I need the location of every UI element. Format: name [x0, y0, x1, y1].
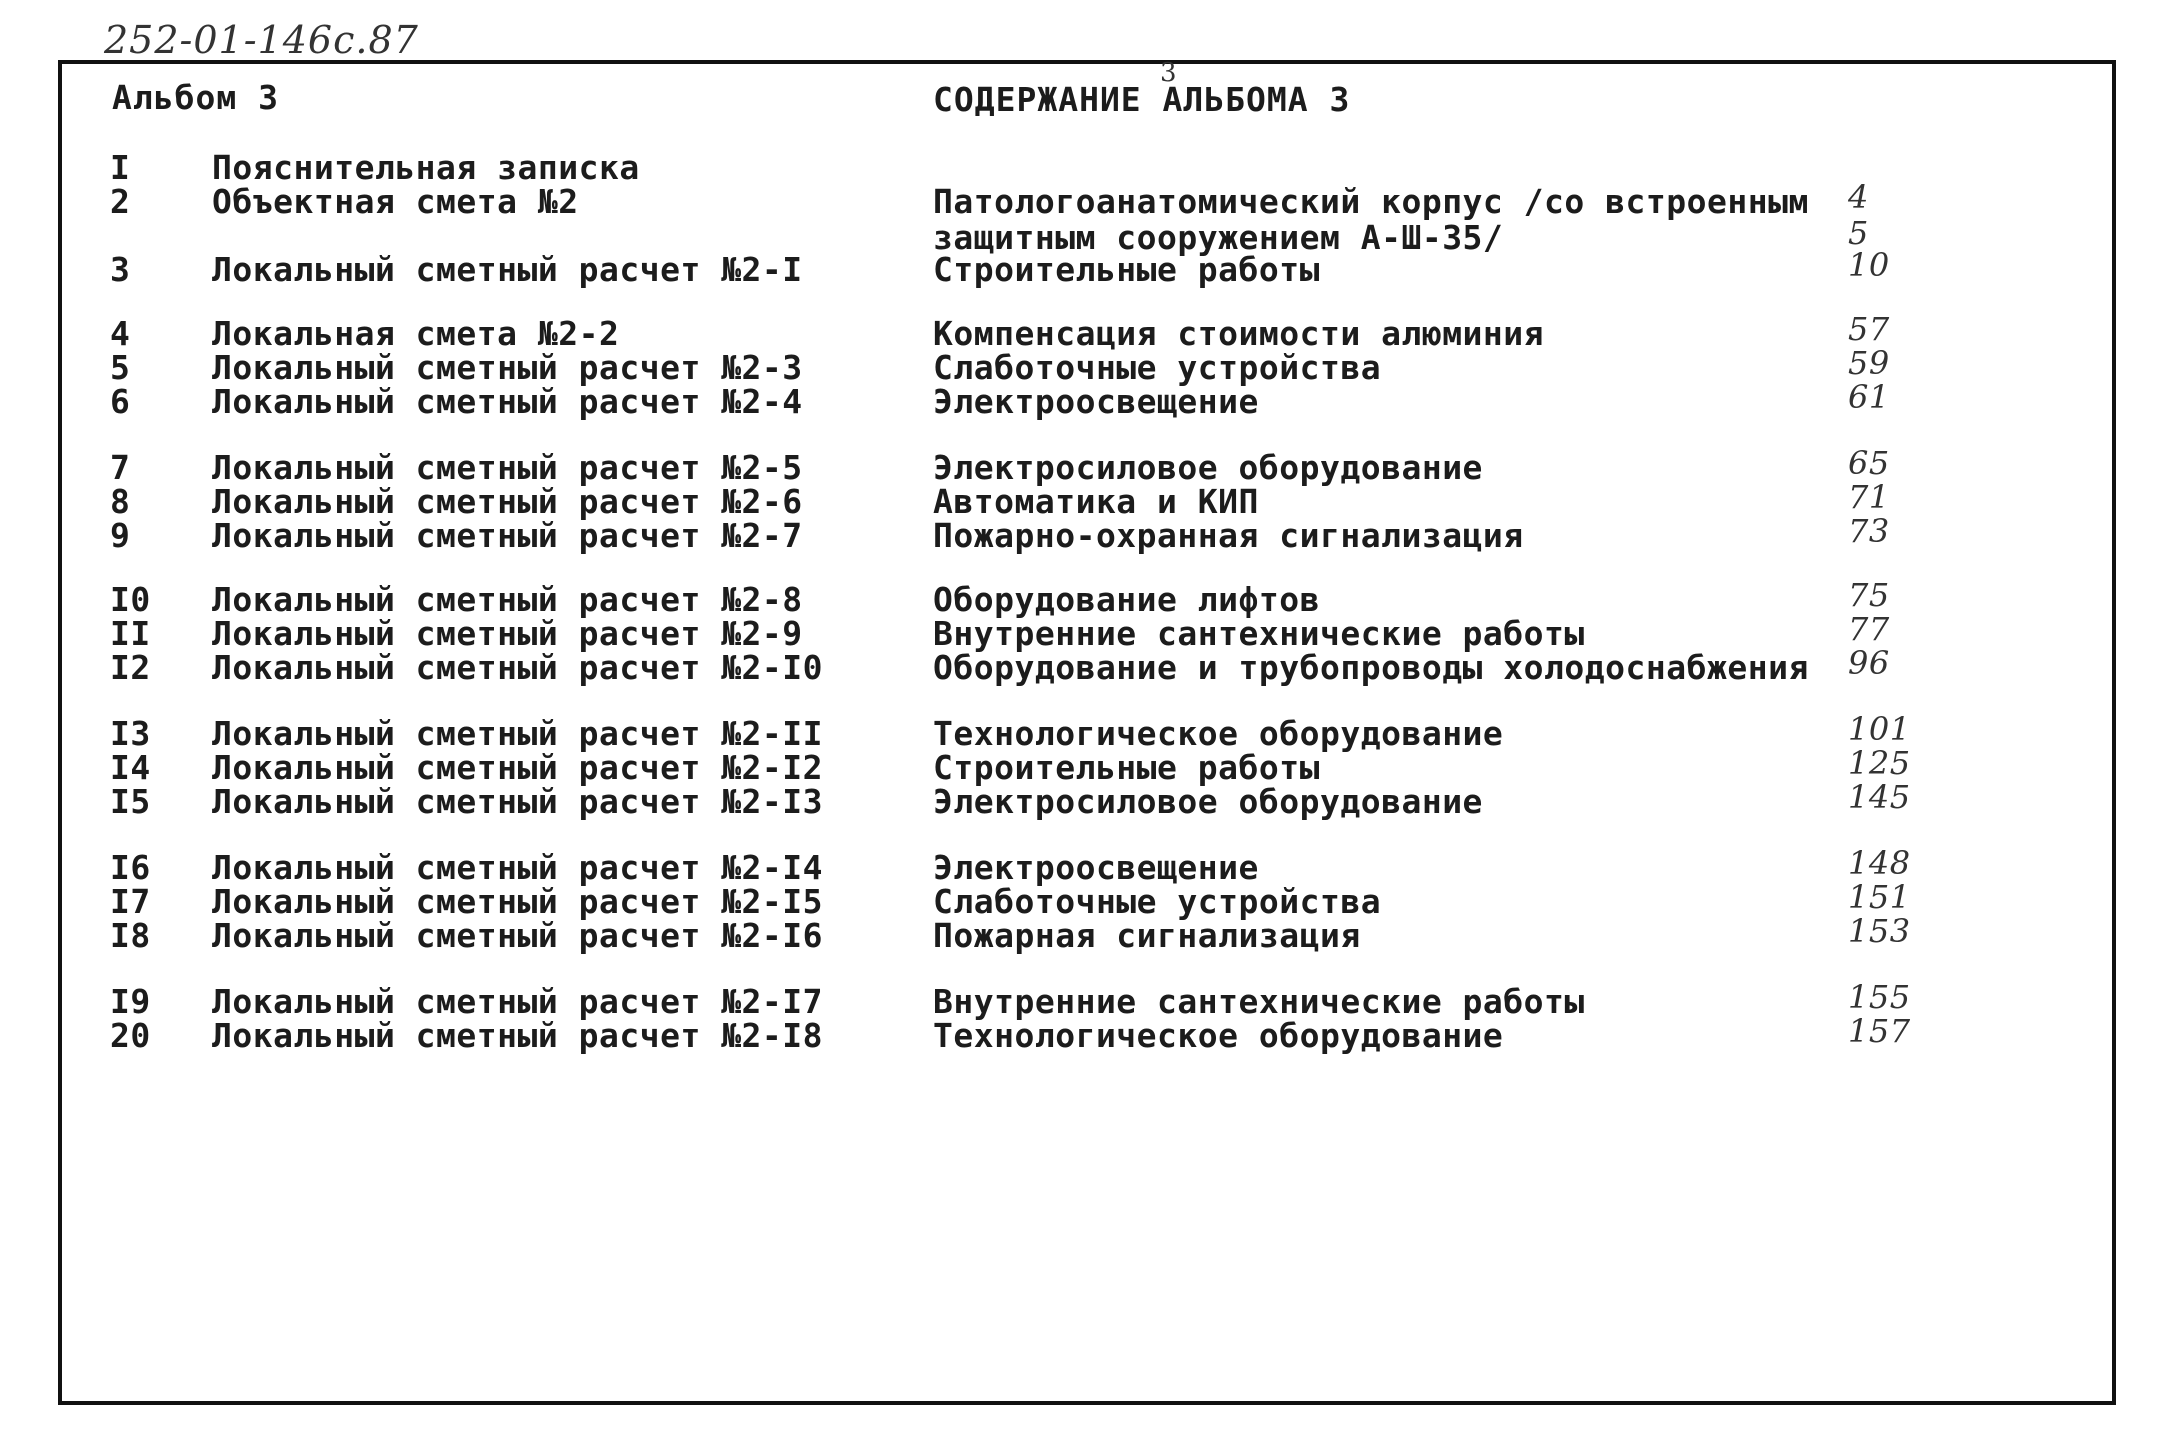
- row-document: Локальный сметный расчет №2-I6: [212, 916, 824, 955]
- row-page: 65: [1848, 444, 1890, 482]
- row-document: Локальный сметный расчет №2-3: [212, 348, 803, 387]
- row-subject: Электроосвещение: [933, 848, 1259, 887]
- row-subject: Внутренние сантехнические работы: [933, 614, 1585, 653]
- row-document: Локальный сметный расчет №2-I3: [212, 782, 824, 821]
- row-document: Локальный сметный расчет №2-I7: [212, 982, 824, 1021]
- row-number: 6: [110, 382, 131, 421]
- row-subject: Оборудование лифтов: [933, 580, 1320, 619]
- row-number: I2: [110, 648, 151, 687]
- row-number: II: [110, 614, 151, 653]
- row-subject: Патологоанатомический корпус /со встроенным: [933, 182, 1809, 221]
- row-subject: Технологическое оборудование: [933, 714, 1504, 753]
- document-code-stamp: 252-01-146с.87: [104, 18, 419, 62]
- row-document: Локальный сметный расчет №2-9: [212, 614, 803, 653]
- row-page: 96: [1848, 644, 1890, 682]
- row-subject: Технологическое оборудование: [933, 1016, 1504, 1055]
- row-number: I9: [110, 982, 151, 1021]
- row-document: Локальный сметный расчет №2-II: [212, 714, 824, 753]
- row-page: 10: [1848, 246, 1890, 284]
- row-number: I3: [110, 714, 151, 753]
- row-subject: Автоматика и КИП: [933, 482, 1259, 521]
- row-document: Локальный сметный расчет №2-I0: [212, 648, 824, 687]
- row-number: 2: [110, 182, 131, 221]
- row-page: 77: [1848, 610, 1890, 648]
- row-page: 73: [1848, 512, 1890, 550]
- row-page: 157: [1848, 1012, 1911, 1050]
- row-number: I4: [110, 748, 151, 787]
- row-subject: Слаботочные устройства: [933, 348, 1382, 387]
- row-number: I0: [110, 580, 151, 619]
- row-subject: защитным сооружением А-Ш-35/: [933, 218, 1504, 257]
- row-page: 75: [1848, 576, 1890, 614]
- row-document: Локальный сметный расчет №2-5: [212, 448, 803, 487]
- row-page: 151: [1848, 878, 1911, 916]
- row-number: I7: [110, 882, 151, 921]
- row-number: 4: [110, 314, 131, 353]
- row-document: Локальный сметный расчет №2-I2: [212, 748, 824, 787]
- row-number: I8: [110, 916, 151, 955]
- row-number: I6: [110, 848, 151, 887]
- row-number: 8: [110, 482, 131, 521]
- row-number: I: [110, 148, 131, 187]
- row-document: Объектная смета №2: [212, 182, 579, 221]
- row-page: 4: [1848, 178, 1869, 216]
- row-subject: Оборудование и трубопроводы холодоснабжения: [933, 648, 1809, 687]
- row-page: 71: [1848, 478, 1890, 516]
- page-number: 3: [1160, 58, 1177, 88]
- row-page: 148: [1848, 844, 1911, 882]
- row-document: Локальная смета №2-2: [212, 314, 620, 353]
- row-page: 145: [1848, 778, 1911, 816]
- row-number: 20: [110, 1016, 151, 1055]
- row-subject: Электросиловое оборудование: [933, 448, 1483, 487]
- row-document: Локальный сметный расчет №2-I5: [212, 882, 824, 921]
- row-number: 3: [110, 250, 131, 289]
- row-page: 101: [1848, 710, 1911, 748]
- row-subject: Слаботочные устройства: [933, 882, 1382, 921]
- album-label: Альбом 3: [112, 78, 279, 117]
- row-page: 61: [1848, 378, 1890, 416]
- row-page: 59: [1848, 344, 1890, 382]
- contents-title: СОДЕРЖАНИЕ АЛЬБОМА 3: [933, 80, 1351, 119]
- row-subject: Строительные работы: [933, 250, 1320, 289]
- row-document: Локальный сметный расчет №2-7: [212, 516, 803, 555]
- row-subject: Электросиловое оборудование: [933, 782, 1483, 821]
- row-number: I5: [110, 782, 151, 821]
- row-document: Локальный сметный расчет №2-I4: [212, 848, 824, 887]
- row-document: Локальный сметный расчет №2-4: [212, 382, 803, 421]
- row-subject: Пожарно-охранная сигнализация: [933, 516, 1524, 555]
- row-subject: Пожарная сигнализация: [933, 916, 1361, 955]
- row-document: Локальный сметный расчет №2-8: [212, 580, 803, 619]
- row-subject: Строительные работы: [933, 748, 1320, 787]
- row-document: Локальный сметный расчет №2-I: [212, 250, 803, 289]
- row-document: Локальный сметный расчет №2-6: [212, 482, 803, 521]
- row-number: 5: [110, 348, 131, 387]
- row-page: 125: [1848, 744, 1911, 782]
- row-document: Локальный сметный расчет №2-I8: [212, 1016, 824, 1055]
- row-number: 7: [110, 448, 131, 487]
- row-document: Пояснительная записка: [212, 148, 640, 187]
- row-page: 5: [1848, 214, 1869, 252]
- row-page: 153: [1848, 912, 1911, 950]
- row-subject: Электроосвещение: [933, 382, 1259, 421]
- row-page: 57: [1848, 310, 1890, 348]
- row-subject: Компенсация стоимости алюминия: [933, 314, 1545, 353]
- row-number: 9: [110, 516, 131, 555]
- row-subject: Внутренние сантехнические работы: [933, 982, 1585, 1021]
- row-page: 155: [1848, 978, 1911, 1016]
